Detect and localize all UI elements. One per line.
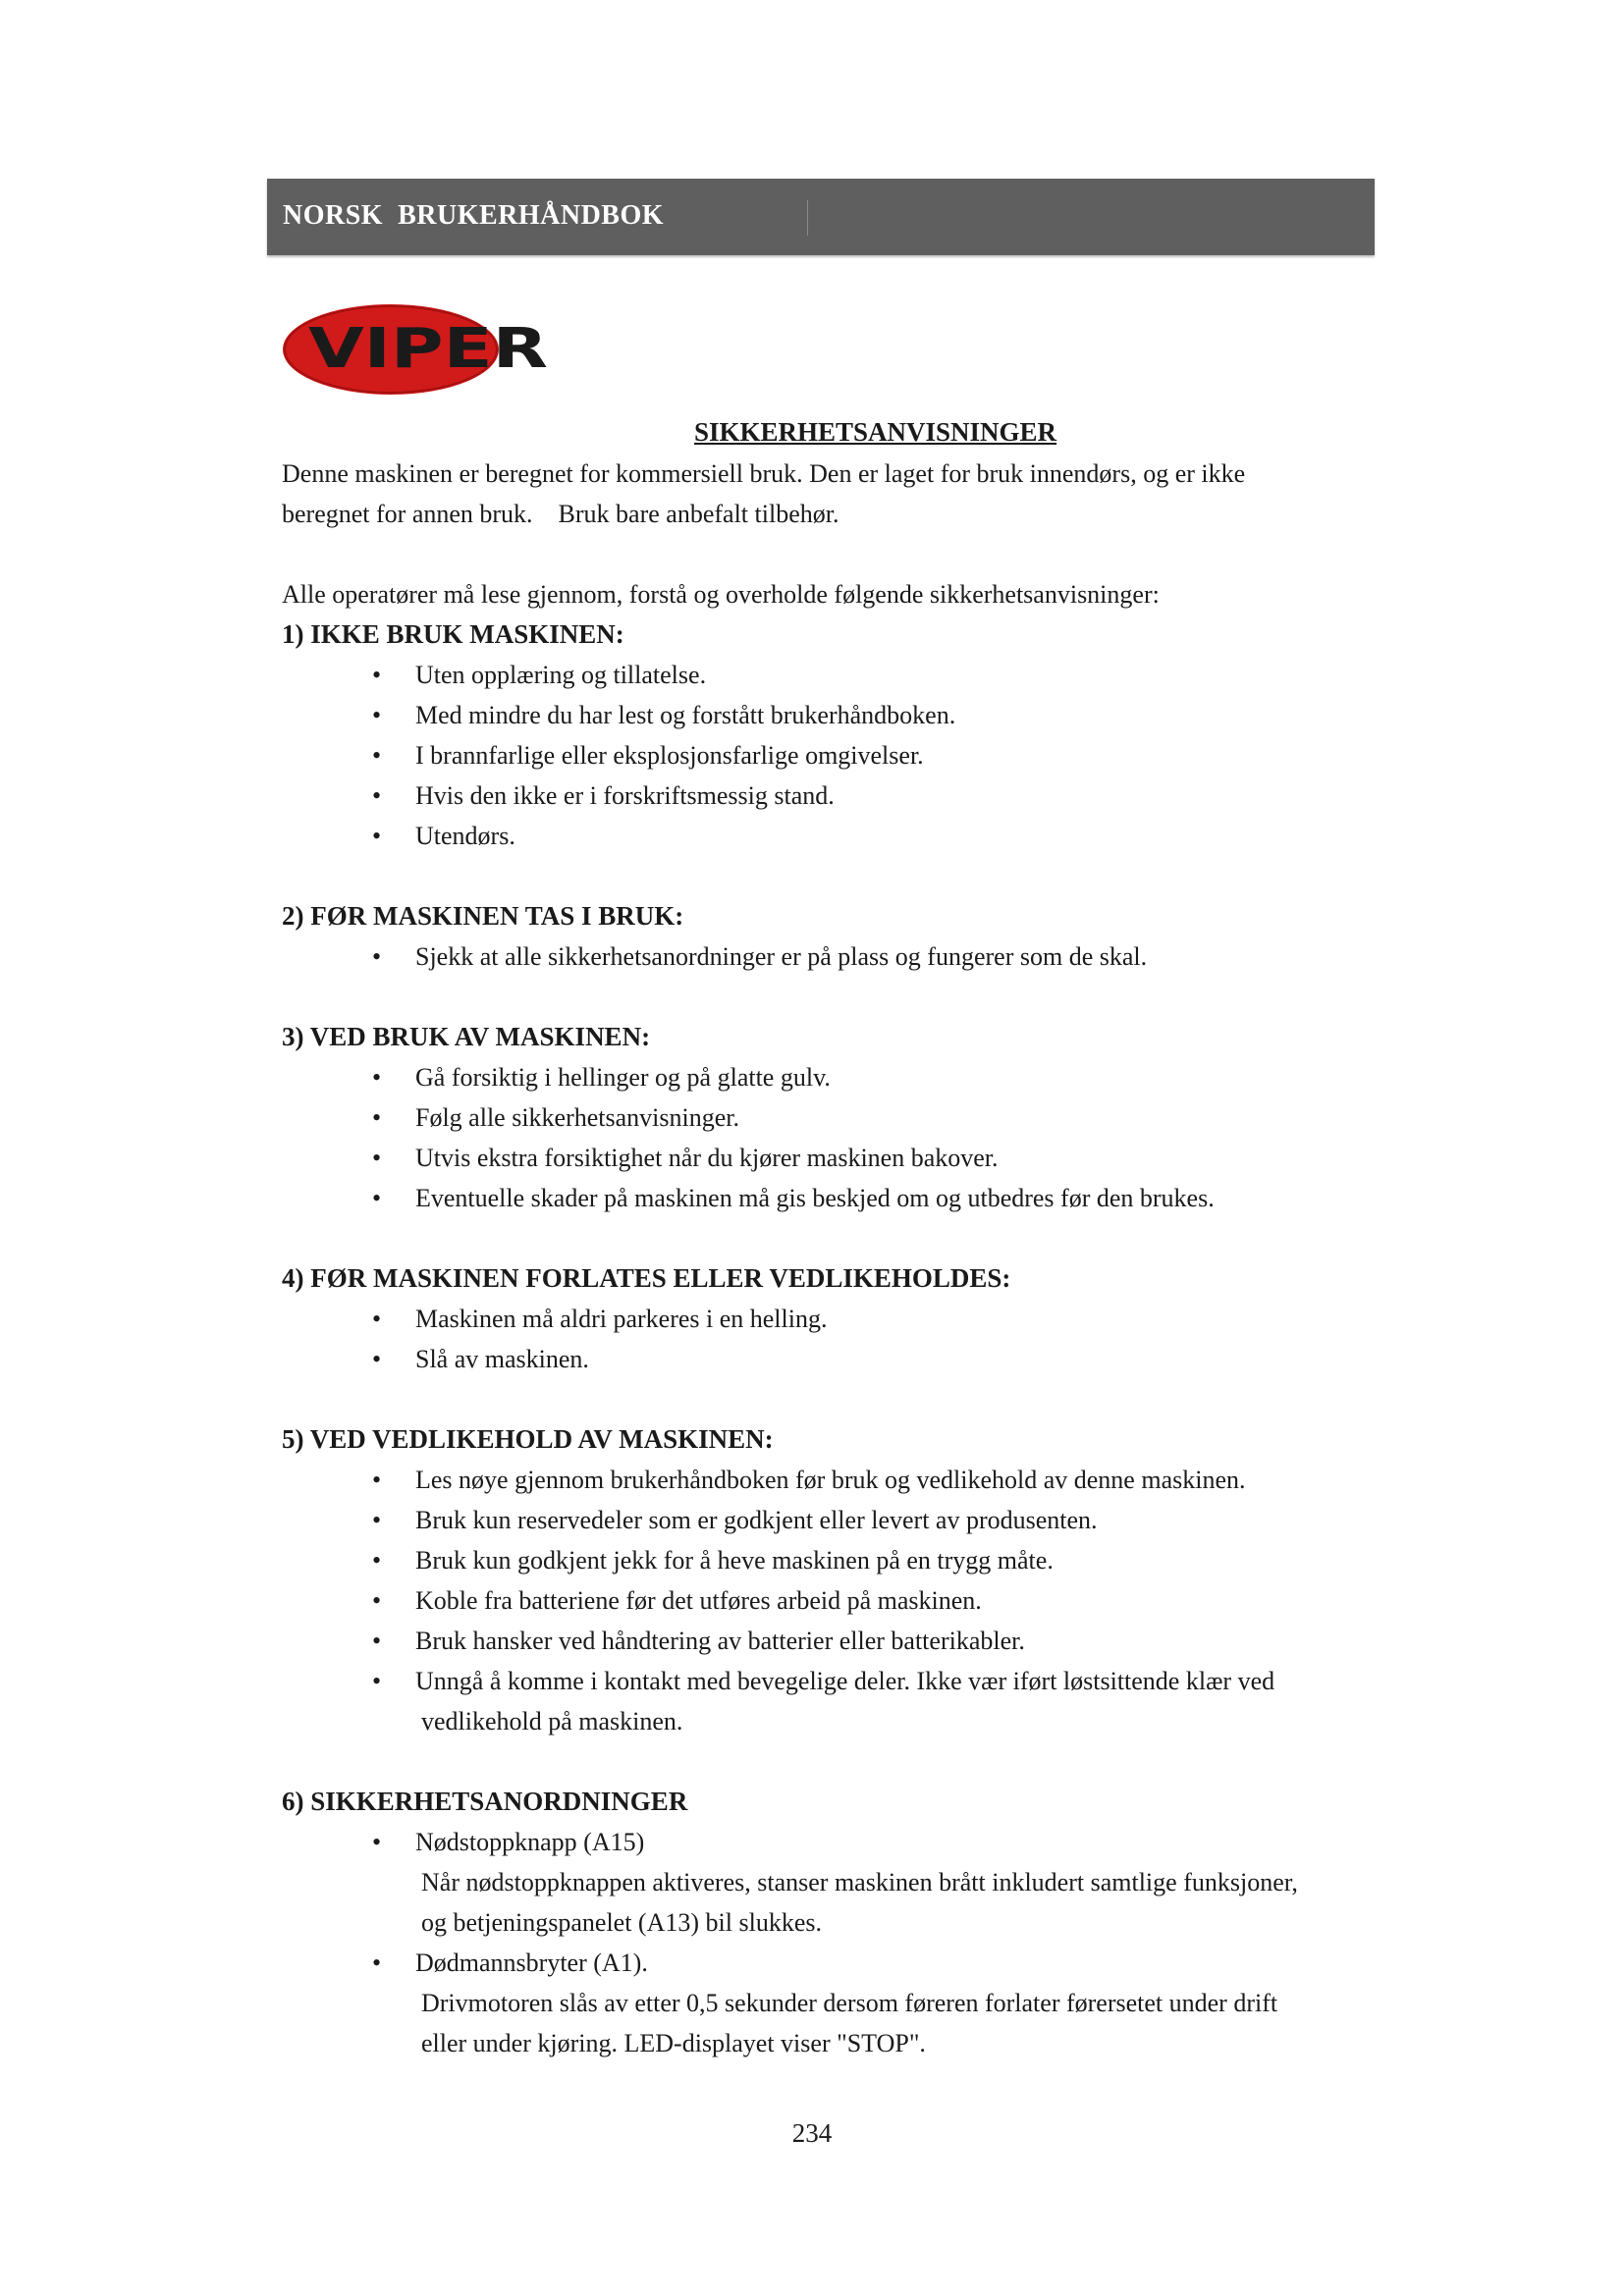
device-name: Nødstoppknapp (A15) (415, 1828, 645, 1856)
bullet-icon: • (372, 1103, 382, 1132)
list-item (282, 1943, 1375, 2063)
device-desc-line: eller under kjøring. LED-displayet viser "STOP". (421, 2029, 926, 2057)
section-4-list (282, 1299, 1375, 1379)
header-title: NORSK BRUKERHÅNDBOK (283, 200, 665, 231)
viper-logo-text: VIPER (308, 317, 548, 381)
bullet-icon: • (372, 1828, 382, 1856)
list-item: • Slå av maskinen. (282, 1339, 1375, 1379)
section-3-list (282, 1057, 1375, 1218)
device-name: Dødmannsbryter (A1). (415, 1949, 648, 1977)
bullet-icon: • (372, 781, 382, 810)
intro-line-1: Denne maskinen er beregnet for kommersiell bruk. Den er laget for bruk innendørs, og er ikke (282, 459, 1246, 488)
bullet-icon: • (372, 1506, 382, 1534)
section-5-list (282, 1460, 1375, 1741)
document-body (282, 410, 1375, 2063)
bullet-icon: • (372, 1949, 382, 1977)
bullet-icon: • (372, 1144, 382, 1172)
section-6-list (282, 1822, 1375, 2063)
section-heading-5: 5) VED VEDLIKEHOLD AV MASKINEN: (282, 1424, 774, 1454)
list-item (282, 1822, 1375, 1943)
bullet-icon: • (372, 822, 382, 850)
device-desc-line: og betjeningspanelet (A13) bil slukkes. (421, 1908, 822, 1937)
device-desc-line: Drivmotoren slås av etter 0,5 sekunder dersom føreren forlater førersetet under drift (421, 1989, 1278, 2017)
bullet-icon: • (372, 1063, 382, 1092)
bullet-icon: • (372, 701, 382, 729)
list-item: • Koble fra batteriene før det utføres arbeid på maskinen. (282, 1580, 1375, 1621)
list-item: • Les nøye gjennom brukerhåndboken før bruk og vedlikehold av denne maskinen. (282, 1460, 1375, 1500)
header-bar (267, 179, 1375, 255)
list-item: • I brannfarlige eller eksplosjonsfarlige omgivelser. (282, 735, 1375, 775)
list-item: • Utendørs. (282, 816, 1375, 856)
section-1-list (282, 655, 1375, 856)
list-item: • Eventuelle skader på maskinen må gis beskjed om og utbedres før den brukes. (282, 1178, 1375, 1218)
section-heading-2: 2) FØR MASKINEN TAS I BRUK: (282, 901, 684, 931)
list-item: • Utvis ekstra forsiktighet når du kjører maskinen bakover. (282, 1138, 1375, 1178)
list-item: • Bruk kun godkjent jekk for å heve maskinen på en trygg måte. (282, 1540, 1375, 1580)
bullet-icon: • (372, 942, 382, 971)
bullet-icon: • (372, 1586, 382, 1615)
list-item: • Gå forsiktig i hellinger og på glatte gulv. (282, 1057, 1375, 1097)
list-item: • Bruk hansker ved håndtering av batterier eller batterikabler. (282, 1621, 1375, 1661)
list-item: • Med mindre du har lest og forstått brukerhåndboken. (282, 695, 1375, 735)
bullet-icon: • (372, 1305, 382, 1333)
device-desc-line: Når nødstoppknappen aktiveres, stanser maskinen brått inkludert samtlige funksjoner, (421, 1868, 1298, 1896)
section-2-list (282, 936, 1375, 977)
intro-line-2: beregnet for annen bruk. Bruk bare anbefalt tilbehør. (282, 500, 839, 528)
page-number: 234 (791, 2118, 833, 2148)
list-item: • Bruk kun reservedeler som er godkjent eller levert av produsenten. (282, 1500, 1375, 1540)
header-divider (807, 200, 808, 236)
section-heading-4: 4) FØR MASKINEN FORLATES ELLER VEDLIKEHOLDES: (282, 1263, 1011, 1293)
list-item: • Uten opplæring og tillatelse. (282, 655, 1375, 695)
list-item: • Unngå å komme i kontakt med bevegelige deler. Ikke vær iført løstsittende klær ved vedlikehold på maskinen. (282, 1661, 1375, 1741)
section-heading-3: 3) VED BRUK AV MASKINEN: (282, 1022, 651, 1051)
section-heading-6: 6) SIKKERHETSANORDNINGER (282, 1787, 688, 1816)
section-heading-1: 1) IKKE BRUK MASKINEN: (282, 619, 624, 649)
viper-logo (281, 300, 550, 399)
bullet-icon: • (372, 661, 382, 689)
list-item: • Sjekk at alle sikkerhetsanordninger er på plass og fungerer som de skal. (282, 936, 1375, 977)
bullet-icon: • (372, 1667, 382, 1695)
list-item: • Hvis den ikke er i forskriftsmessig stand. (282, 775, 1375, 816)
list-item: • Følg alle sikkerhetsanvisninger. (282, 1097, 1375, 1138)
bullet-icon: • (372, 741, 382, 770)
bullet-icon: • (372, 1184, 382, 1212)
operators-line: Alle operatører må lese gjennom, forstå og overholde følgende sikkerhetsanvisninger: (282, 580, 1160, 609)
section-title: SIKKERHETSANVISNINGER (693, 417, 1057, 447)
list-item: • Maskinen må aldri parkeres i en helling. (282, 1299, 1375, 1339)
bullet-icon: • (372, 1627, 382, 1655)
bullet-icon: • (372, 1546, 382, 1575)
bullet-icon: • (372, 1466, 382, 1494)
bullet-icon: • (372, 1345, 382, 1373)
